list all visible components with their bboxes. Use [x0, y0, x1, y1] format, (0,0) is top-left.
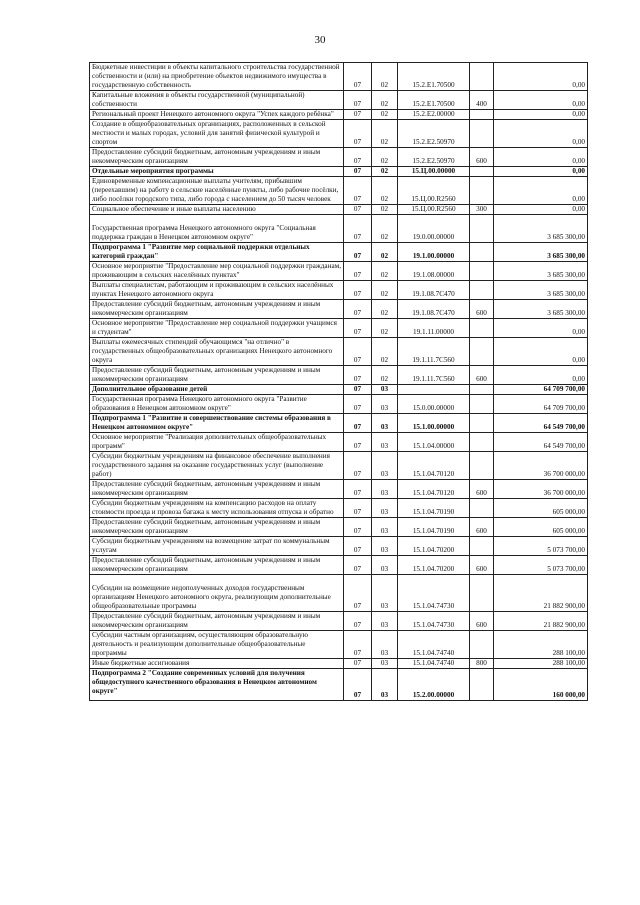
row-amount-cell: 0,00 [494, 167, 588, 177]
row-subsection-cell: 03 [372, 669, 398, 701]
row-name-cell: Субсидии на возмещение недополученных доходов государственным организациям Ненецкого автономного округа, реализующим дополнительные общеобразовательные программы [90, 575, 344, 612]
row-subsection-cell: 03 [372, 480, 398, 499]
row-subsection-cell: 02 [372, 167, 398, 177]
budget-table [89, 62, 588, 701]
table-row [90, 300, 588, 319]
table-row [90, 612, 588, 631]
row-section-cell: 07 [344, 433, 372, 452]
table-row [90, 63, 588, 91]
row-amount-cell: 21 882 900,00 [494, 612, 588, 631]
row-section-cell: 07 [344, 452, 372, 480]
row-subsection-cell: 02 [372, 366, 398, 385]
row-name-cell: Субсидии бюджетным учреждениям на финансовое обеспечение выполнения государственного задания на оказание государственных услуг (выполнение работ) [90, 452, 344, 480]
table-row [90, 319, 588, 338]
row-subsection-cell: 02 [372, 177, 398, 205]
row-name-cell: Основное мероприятие "Предоставление мер социальной поддержки учащимся и студентам" [90, 319, 344, 338]
table-row [90, 556, 588, 575]
row-name-cell: Капитальные вложения в объекты государственной (муниципальной) собственности [90, 91, 344, 110]
row-code-cell: 15.1.04.70200 [398, 556, 470, 575]
row-section-cell: 07 [344, 300, 372, 319]
row-name-cell: Иные бюджетные ассигнования [90, 659, 344, 669]
row-amount-cell: 0,00 [494, 319, 588, 338]
row-code-cell: 15.1.00.00000 [398, 414, 470, 433]
table-row [90, 120, 588, 148]
row-section-cell: 07 [344, 148, 372, 167]
row-expense-type-cell: 300 [470, 205, 494, 215]
table-row [90, 215, 588, 243]
row-name-cell: Основное мероприятие "Предоставление мер социальной поддержки гражданам, проживающим в сельских населённых пунктах" [90, 262, 344, 281]
row-expense-type-cell [470, 177, 494, 205]
row-expense-type-cell [470, 395, 494, 414]
row-code-cell: 15.1.04.74730 [398, 612, 470, 631]
row-code-cell: 15.Ц.00.00000 [398, 167, 470, 177]
row-code-cell: 15.1.04.70120 [398, 452, 470, 480]
row-code-cell: 19.1.08.7C470 [398, 281, 470, 300]
row-name-cell: Предоставление субсидий бюджетным, автономным учреждениям и иным некоммерческим организациям [90, 518, 344, 537]
row-code-cell: 15.1.04.74730 [398, 575, 470, 612]
row-code-cell: 15.1.04.74740 [398, 659, 470, 669]
row-name-cell: Субсидии бюджетным учреждениям на компенсацию расходов на оплату стоимости проезда и провоза багажа к месту использования отпуска и обратно [90, 499, 344, 518]
row-amount-cell: 160 000,00 [494, 669, 588, 701]
row-amount-cell: 21 882 900,00 [494, 575, 588, 612]
row-expense-type-cell: 600 [470, 300, 494, 319]
row-amount-cell: 3 685 300,00 [494, 215, 588, 243]
row-expense-type-cell [470, 669, 494, 701]
row-code-cell: 15.2.00.00000 [398, 669, 470, 701]
row-amount-cell: 605 000,00 [494, 499, 588, 518]
row-subsection-cell: 02 [372, 338, 398, 366]
row-expense-type-cell [470, 319, 494, 338]
row-section-cell: 07 [344, 366, 372, 385]
table-row [90, 499, 588, 518]
table-row [90, 167, 588, 177]
table-row [90, 338, 588, 366]
row-expense-type-cell: 600 [470, 612, 494, 631]
table-row [90, 433, 588, 452]
table-row [90, 177, 588, 205]
row-name-cell: Государственная программа Ненецкого автономного округа "Развитие образования в Ненецком автономном округе" [90, 395, 344, 414]
row-expense-type-cell: 600 [470, 556, 494, 575]
row-name-cell: Субсидии бюджетным учреждениям на возмещение затрат по коммунальным услугам [90, 537, 344, 556]
row-expense-type-cell [470, 575, 494, 612]
row-section-cell: 07 [344, 167, 372, 177]
row-section-cell: 07 [344, 120, 372, 148]
row-subsection-cell: 03 [372, 433, 398, 452]
row-section-cell: 07 [344, 414, 372, 433]
row-section-cell: 07 [344, 215, 372, 243]
table-row [90, 631, 588, 659]
row-name-cell: Субсидии частным организациям, осуществляющим образовательную деятельность и реализующим дополнительные общеобразовательные программы [90, 631, 344, 659]
row-amount-cell: 288 100,00 [494, 631, 588, 659]
row-code-cell [398, 385, 470, 395]
row-section-cell: 07 [344, 612, 372, 631]
row-code-cell: 15.1.04.70190 [398, 518, 470, 537]
row-subsection-cell: 02 [372, 148, 398, 167]
row-expense-type-cell: 600 [470, 518, 494, 537]
row-code-cell: 15.2.E1.70500 [398, 91, 470, 110]
table-row [90, 366, 588, 385]
row-code-cell: 19.1.08.7C470 [398, 300, 470, 319]
row-section-cell: 07 [344, 110, 372, 120]
row-code-cell: 15.2.E2.50970 [398, 148, 470, 167]
row-subsection-cell: 03 [372, 659, 398, 669]
row-amount-cell: 0,00 [494, 177, 588, 205]
table-row [90, 243, 588, 262]
row-name-cell: Подпрограмма 2 "Создание современных условий для получения общедоступного качественного образования в Ненецком автономном округе" [90, 669, 344, 701]
table-row [90, 669, 588, 701]
row-code-cell: 15.Ц.00.R2560 [398, 205, 470, 215]
row-name-cell: Бюджетные инвестиции в объекты капитального строительства государственной собственности и (или) на приобретение объектов недвижимого имущества в государственную собственность [90, 63, 344, 91]
row-name-cell: Предоставление субсидий бюджетным, автономным учреждениям и иным некоммерческим организациям [90, 300, 344, 319]
row-amount-cell: 64 549 700,00 [494, 433, 588, 452]
row-expense-type-cell: 400 [470, 91, 494, 110]
row-amount-cell: 0,00 [494, 91, 588, 110]
row-subsection-cell: 03 [372, 575, 398, 612]
row-expense-type-cell [470, 262, 494, 281]
row-amount-cell: 0,00 [494, 366, 588, 385]
row-amount-cell: 5 073 700,00 [494, 537, 588, 556]
row-name-cell: Выплаты ежемесячных стипендий обучающимся "на отлично" в государственных общеобразовательных организациях Ненецкого автономного округа [90, 338, 344, 366]
row-amount-cell: 3 685 300,00 [494, 300, 588, 319]
table-row [90, 480, 588, 499]
row-amount-cell: 3 685 300,00 [494, 281, 588, 300]
row-section-cell: 07 [344, 205, 372, 215]
row-section-cell: 07 [344, 319, 372, 338]
row-name-cell: Социальное обеспечение и иные выплаты населению [90, 205, 344, 215]
row-amount-cell: 0,00 [494, 205, 588, 215]
row-subsection-cell: 02 [372, 120, 398, 148]
row-code-cell: 15.1.04.70200 [398, 537, 470, 556]
row-section-cell: 07 [344, 262, 372, 281]
table-row [90, 205, 588, 215]
row-expense-type-cell [470, 281, 494, 300]
row-expense-type-cell [470, 338, 494, 366]
row-name-cell: Предоставление субсидий бюджетным, автономным учреждениям и иным некоммерческим организациям [90, 148, 344, 167]
row-name-cell: Подпрограмма 1 "Развитие и совершенствование системы образования в Ненецком автономном округе" [90, 414, 344, 433]
row-code-cell: 19.1.11.7C560 [398, 338, 470, 366]
row-expense-type-cell [470, 414, 494, 433]
row-name-cell: Дополнительное образование детей [90, 385, 344, 395]
row-section-cell: 07 [344, 499, 372, 518]
row-subsection-cell: 03 [372, 612, 398, 631]
row-section-cell: 07 [344, 537, 372, 556]
row-section-cell: 07 [344, 91, 372, 110]
row-name-cell: Единовременные компенсационные выплаты учителям, прибывшим (переехавшим) на работу в сельские населённые пункты, либо рабочие посёлки, либо посёлки городского типа, либо города с населением до 50 тысяч человек [90, 177, 344, 205]
row-amount-cell: 64 709 700,00 [494, 385, 588, 395]
row-expense-type-cell [470, 537, 494, 556]
row-section-cell: 07 [344, 480, 372, 499]
page-number: 30 [314, 34, 326, 46]
row-amount-cell: 0,00 [494, 338, 588, 366]
row-expense-type-cell: 600 [470, 480, 494, 499]
row-section-cell: 07 [344, 281, 372, 300]
row-code-cell: 15.Ц.00.R2560 [398, 177, 470, 205]
row-amount-cell: 605 000,00 [494, 518, 588, 537]
row-expense-type-cell [470, 63, 494, 91]
table-row [90, 110, 588, 120]
row-amount-cell: 3 685 300,00 [494, 243, 588, 262]
row-amount-cell: 0,00 [494, 63, 588, 91]
table-row [90, 659, 588, 669]
row-code-cell: 19.1.00.00000 [398, 243, 470, 262]
row-section-cell: 07 [344, 177, 372, 205]
row-expense-type-cell [470, 167, 494, 177]
row-subsection-cell: 03 [372, 414, 398, 433]
row-section-cell: 07 [344, 659, 372, 669]
row-name-cell: Подпрограмма 1 "Развитие мер социальной поддержки отдельных категорий граждан" [90, 243, 344, 262]
row-code-cell: 15.1.04.74740 [398, 631, 470, 659]
row-amount-cell: 288 100,00 [494, 659, 588, 669]
table-row [90, 91, 588, 110]
row-code-cell: 15.2.E1.70500 [398, 63, 470, 91]
row-expense-type-cell: 600 [470, 148, 494, 167]
row-code-cell: 15.1.04.00000 [398, 433, 470, 452]
row-amount-cell: 0,00 [494, 110, 588, 120]
row-name-cell: Основное мероприятие "Реализация дополнительных общеобразовательных программ" [90, 433, 344, 452]
row-code-cell: 15.2.E2.50970 [398, 120, 470, 148]
row-amount-cell: 36 700 000,00 [494, 480, 588, 499]
table-row [90, 385, 588, 395]
row-code-cell: 19.1.08.00000 [398, 262, 470, 281]
table-row [90, 281, 588, 300]
row-section-cell: 07 [344, 395, 372, 414]
row-code-cell: 15.2.E2.00000 [398, 110, 470, 120]
row-subsection-cell: 02 [372, 281, 398, 300]
row-amount-cell: 0,00 [494, 120, 588, 148]
row-subsection-cell: 03 [372, 385, 398, 395]
row-code-cell: 15.0.00.00000 [398, 395, 470, 414]
row-subsection-cell: 02 [372, 319, 398, 338]
row-subsection-cell: 02 [372, 215, 398, 243]
row-section-cell: 07 [344, 518, 372, 537]
row-subsection-cell: 02 [372, 243, 398, 262]
row-expense-type-cell [470, 631, 494, 659]
table-row [90, 575, 588, 612]
row-subsection-cell: 02 [372, 110, 398, 120]
row-amount-cell: 0,00 [494, 148, 588, 167]
row-expense-type-cell [470, 215, 494, 243]
row-expense-type-cell [470, 433, 494, 452]
table-row [90, 452, 588, 480]
row-expense-type-cell [470, 243, 494, 262]
row-code-cell: 15.1.04.70120 [398, 480, 470, 499]
row-section-cell: 07 [344, 385, 372, 395]
row-expense-type-cell [470, 499, 494, 518]
table-row [90, 537, 588, 556]
row-section-cell: 07 [344, 243, 372, 262]
row-expense-type-cell [470, 452, 494, 480]
row-section-cell: 07 [344, 63, 372, 91]
row-subsection-cell: 03 [372, 556, 398, 575]
row-name-cell: Выплаты специалистам, работающим и проживающим в сельских населённых пунктах Ненецкого автономного округа [90, 281, 344, 300]
row-subsection-cell: 03 [372, 395, 398, 414]
row-subsection-cell: 03 [372, 518, 398, 537]
row-subsection-cell: 02 [372, 262, 398, 281]
row-amount-cell: 64 549 700,00 [494, 414, 588, 433]
row-code-cell: 19.1.11.7C560 [398, 366, 470, 385]
row-code-cell: 19.1.11.00000 [398, 319, 470, 338]
row-amount-cell: 64 709 700,00 [494, 395, 588, 414]
row-name-cell: Государственная программа Ненецкого автономного округа "Социальная поддержка граждан в Ненецком автономном округе" [90, 215, 344, 243]
table-row [90, 395, 588, 414]
row-name-cell: Предоставление субсидий бюджетным, автономным учреждениям и иным некоммерческим организациям [90, 556, 344, 575]
row-name-cell: Региональный проект Ненецкого автономного округа "Успех каждого ребёнка" [90, 110, 344, 120]
row-subsection-cell: 02 [372, 91, 398, 110]
row-expense-type-cell [470, 120, 494, 148]
row-amount-cell: 3 685 300,00 [494, 262, 588, 281]
table-row [90, 262, 588, 281]
row-amount-cell: 36 700 000,00 [494, 452, 588, 480]
row-code-cell: 19.0.00.00000 [398, 215, 470, 243]
row-name-cell: Создание в общеобразовательных организациях, расположенных в сельской местности и малых городах, условий для занятий физической культурой и спортом [90, 120, 344, 148]
row-section-cell: 07 [344, 338, 372, 366]
row-code-cell: 15.1.04.70190 [398, 499, 470, 518]
row-subsection-cell: 03 [372, 499, 398, 518]
row-section-cell: 07 [344, 575, 372, 612]
row-name-cell: Отдельные мероприятия программы [90, 167, 344, 177]
table-row [90, 518, 588, 537]
row-subsection-cell: 03 [372, 631, 398, 659]
row-subsection-cell: 02 [372, 63, 398, 91]
row-expense-type-cell: 800 [470, 659, 494, 669]
row-name-cell: Предоставление субсидий бюджетным, автономным учреждениям и иным некоммерческим организациям [90, 366, 344, 385]
table-row [90, 148, 588, 167]
row-amount-cell: 5 073 700,00 [494, 556, 588, 575]
row-name-cell: Предоставление субсидий бюджетным, автономным учреждениям и иным некоммерческим организациям [90, 612, 344, 631]
row-subsection-cell: 03 [372, 537, 398, 556]
row-expense-type-cell [470, 385, 494, 395]
row-subsection-cell: 02 [372, 300, 398, 319]
row-section-cell: 07 [344, 556, 372, 575]
row-section-cell: 07 [344, 631, 372, 659]
row-name-cell: Предоставление субсидий бюджетным, автономным учреждениям и иным некоммерческим организациям [90, 480, 344, 499]
row-expense-type-cell [470, 110, 494, 120]
row-expense-type-cell: 600 [470, 366, 494, 385]
row-section-cell: 07 [344, 669, 372, 701]
row-subsection-cell: 03 [372, 452, 398, 480]
row-subsection-cell: 02 [372, 205, 398, 215]
table-row [90, 414, 588, 433]
